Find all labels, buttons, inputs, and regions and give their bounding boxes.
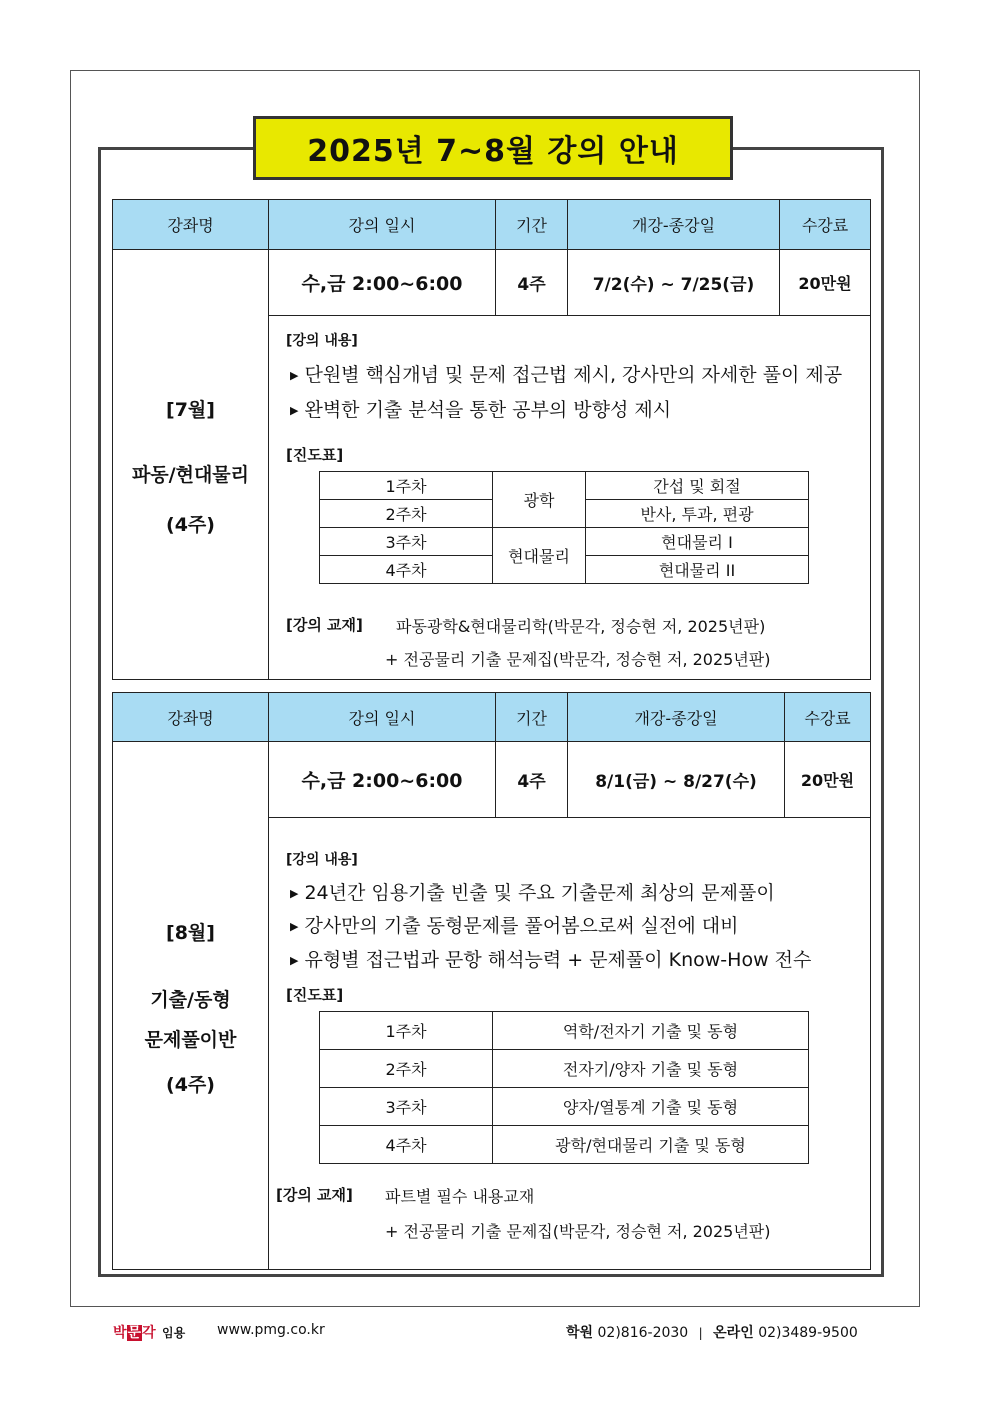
july-header-fee: 수강료 [779, 199, 871, 250]
table-cell-week: 2주차 [320, 1050, 493, 1088]
table-cell-week: 1주차 [320, 472, 493, 500]
july-duration: 4주 [495, 249, 568, 316]
table-cell-topic: 역학/전자기 기출 및 동형 [493, 1012, 809, 1050]
july-schedule: 수,금 2:00~6:00 [268, 249, 496, 316]
table-cell-group: 광학 [493, 472, 586, 528]
august-header-duration: 기간 [495, 692, 568, 742]
august-content-text: 유형별 접근법과 문항 해석능력 + 문제풀이 Know-How 전수 [304, 949, 812, 971]
table-cell-week: 2주차 [320, 500, 493, 528]
july-textbook-label: [강의 교재] [286, 616, 363, 634]
table-cell-topic: 광학/현대물리 기출 및 동형 [493, 1126, 809, 1164]
august-course-name-2: 문제풀이반 [144, 1029, 237, 1051]
page-title: 2025년 7~8월 강의 안내 [253, 116, 733, 180]
august-content-item [290, 911, 738, 938]
august-header-fee: 수강료 [784, 692, 871, 742]
july-header-schedule: 강의 일시 [268, 199, 496, 250]
july-header-duration: 기간 [495, 199, 568, 250]
bullet-triangle-icon: ▶ [290, 369, 299, 382]
july-progress-table [319, 471, 809, 584]
table-cell-week: 4주차 [320, 556, 493, 584]
august-textbook-label: [강의 교재] [276, 1186, 353, 1204]
table-cell-topic: 반사, 투과, 편광 [586, 500, 809, 528]
august-duration: 4주 [495, 741, 568, 818]
july-content-item [290, 395, 671, 422]
july-textbook-1: 파동광학&현대물리학(박문각, 정승현 저, 2025년판) [396, 617, 766, 636]
brand-char: 각 [142, 1325, 156, 1341]
july-header-course: 강좌명 [112, 199, 269, 250]
website-link[interactable]: www.pmg.co.kr [217, 1322, 325, 1338]
bullet-triangle-icon: ▶ [290, 954, 299, 967]
brand-char: 박 [113, 1325, 127, 1341]
july-dates: 7/2(수) ~ 7/25(금) [567, 249, 780, 316]
table-cell-week: 3주차 [320, 1088, 493, 1126]
july-course-name: 파동/현대물리 [131, 464, 250, 486]
online-phone: 02)3489-9500 [758, 1325, 858, 1341]
july-progress-label: [진도표] [286, 446, 344, 464]
table-cell-topic: 현대물리 II [586, 556, 809, 584]
table-cell-week: 3주차 [320, 528, 493, 556]
august-header-course: 강좌명 [112, 692, 269, 742]
august-content-text: 강사만의 기출 동형문제를 풀어봄으로써 실전에 대비 [304, 915, 739, 937]
august-schedule: 수,금 2:00~6:00 [268, 741, 496, 818]
july-month: [7월] [166, 399, 215, 421]
bullet-triangle-icon: ▶ [290, 887, 299, 900]
august-header-dates: 개강-종강일 [567, 692, 785, 742]
table-cell-topic: 현대물리 I [586, 528, 809, 556]
brand-suffix: 임용 [162, 1326, 186, 1340]
august-month: [8월] [166, 922, 215, 944]
july-content-label: [강의 내용] [286, 333, 358, 349]
academy-phone: 02)816-2030 [597, 1325, 689, 1341]
table-cell-week: 4주차 [320, 1126, 493, 1164]
august-content-item [290, 878, 775, 905]
brand-char-highlight: 문 [127, 1325, 142, 1341]
table-cell-topic: 전자기/양자 기출 및 동형 [493, 1050, 809, 1088]
july-content-text: 단원별 핵심개념 및 문제 접근법 제시, 강사만의 자세한 풀이 제공 [304, 364, 843, 386]
online-label: 온라인 [713, 1325, 754, 1341]
july-header-dates: 개강-종강일 [567, 199, 780, 250]
contact-info [566, 1322, 858, 1342]
july-content-text: 완벽한 기출 분석을 통한 공부의 방향성 제시 [304, 399, 672, 421]
table-cell-topic: 양자/열통계 기출 및 동형 [493, 1088, 809, 1126]
august-header-schedule: 강의 일시 [268, 692, 496, 742]
academy-label: 학원 [566, 1325, 594, 1341]
table-cell-topic: 간섭 및 회절 [586, 472, 809, 500]
bullet-triangle-icon: ▶ [290, 920, 299, 933]
august-dates: 8/1(금) ~ 8/27(수) [567, 741, 785, 818]
bullet-triangle-icon: ▶ [290, 404, 299, 417]
august-course-name-1: 기출/동형 [150, 989, 231, 1011]
august-content-text: 24년간 임용기출 빈출 및 주요 기출문제 최상의 문제풀이 [304, 882, 775, 904]
august-weeks: (4주) [166, 1074, 215, 1096]
july-content-item [290, 360, 842, 387]
august-textbook-2: + 전공물리 기출 문제집(박문각, 정승현 저, 2025년판) [385, 1222, 771, 1241]
july-fee: 20만원 [779, 249, 871, 316]
july-textbook-2: + 전공물리 기출 문제집(박문각, 정승현 저, 2025년판) [385, 650, 771, 669]
august-textbook-1: 파트별 필수 내용교재 [385, 1187, 535, 1206]
july-weeks: (4주) [166, 514, 215, 536]
table-cell-week: 1주차 [320, 1012, 493, 1050]
brand-logo [113, 1322, 185, 1342]
august-fee: 20만원 [784, 741, 871, 818]
august-progress-table [319, 1011, 809, 1164]
table-cell-group: 현대물리 [493, 528, 586, 584]
august-content-label: [강의 내용] [286, 852, 358, 868]
separator: | [698, 1326, 703, 1340]
august-progress-label: [진도표] [286, 986, 344, 1004]
august-content-item [290, 945, 811, 972]
